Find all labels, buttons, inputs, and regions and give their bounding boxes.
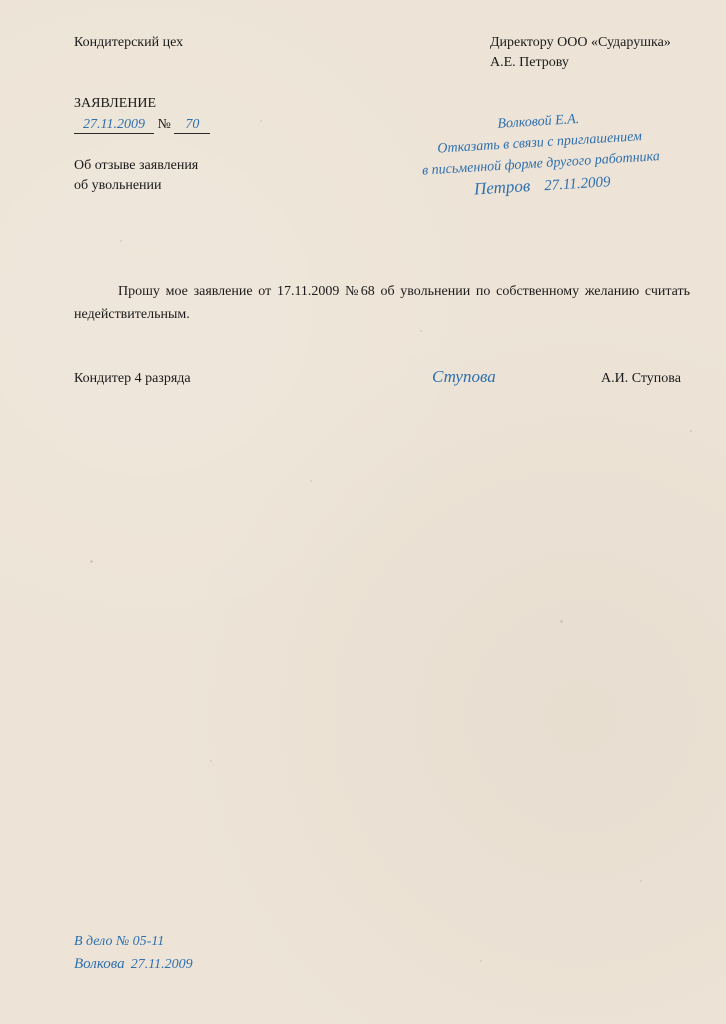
filing-signature: Волкова [74,956,125,972]
paper-speck [260,120,262,122]
paper-speck [310,480,312,482]
paper-speck [480,960,482,962]
subject-line2: об увольнении [74,178,162,193]
resolution-line2: Отказать в связи с приглашением [436,129,643,157]
paper-speck [90,560,93,563]
paper-speck [690,430,692,432]
handwritten-signature: Ступова [432,367,496,386]
paper-speck [640,880,642,882]
resolution-line3: в письменной форме другого работника [421,149,661,179]
resolution-date: 27.11.2009 [543,174,612,195]
date-number-line [74,116,210,134]
paper-speck [210,760,212,762]
department-name: Кондитерский цех [74,35,184,50]
number-sign: № [157,117,171,132]
signer-position: Кондитер 4 разряда [74,371,191,386]
signer-name: А.И. Ступова [601,371,681,386]
filing-note-line1: В дело № 05-11 [74,934,165,949]
resolution-line1: Волковой Е.А. [497,111,580,132]
document-number: 70 [174,117,210,134]
subject-line1: Об отзыве заявления [74,158,199,173]
filing-date: 27.11.2009 [130,957,193,972]
resolution-note [398,103,683,206]
paper-speck [560,620,563,623]
document-title: ЗАЯВЛЕНИЕ [74,96,157,111]
document-date: 27.11.2009 [74,117,154,134]
resolution-signature: Петров [473,176,531,199]
paper-speck [420,330,422,332]
addressee-line1: Директору ООО «Сударушка» [490,35,671,50]
filing-note-line2 [74,956,193,973]
addressee-line2: А.Е. Петрову [490,55,569,70]
body-paragraph: Прошу мое заявление от 17.11.2009 №68 об увольнении по собственному желанию считать недействительным. [74,284,690,322]
paper-speck [120,240,122,242]
